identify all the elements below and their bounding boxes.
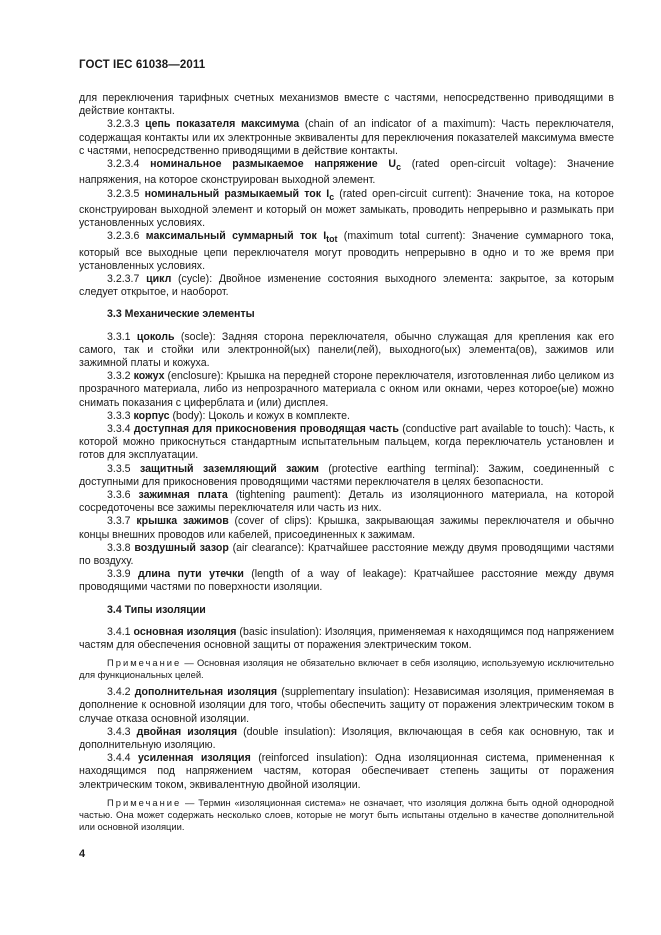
term: номинальный размыкаемый ток $I_c$ [144,187,335,202]
definition-3-2-3-3 [79,118,614,158]
definition-text: (maximum total current): Значение суммарного тока, который все выходные цепи переключателя могут проводить непрерывно в одно и то же время при установленных условиях. [79,230,614,272]
definition-3-2-3-5 [79,188,614,231]
definition-text: (rated open-circuit current): Значение тока, на которое сконструирован выходной элемент и который он может замыкать, проводить непрерывно и размыкать при установленных условиях. [79,187,614,230]
definition-text: (air clearance): Кратчайшее расстояние между двумя проводящими частями по воздуху. [79,541,614,568]
definition-text: (chain of an indicator of a maximum): Часть переключателя, содержащая контакты или их электронные эквиваленты для переключения показателей максимума вместе с частями, непосредственно приводящими в действие контакты. [79,118,614,157]
term: крышка зажимов [136,515,229,528]
definition-3-3-6 [79,489,614,515]
clause-number: 3.4.1 [107,625,131,638]
definition-text: (double insulation): Изоляция, включающая в себя как основную, так и дополнительную изоляцию. [79,725,614,752]
definition-3-3-3 [79,410,614,423]
document-body [79,92,614,838]
term: цикл [146,272,172,285]
definition-3-4-1 [79,626,614,652]
definition-text: (rated open-circuit voltage): Значение напряжения, на которое сконструирован выходной элемент. [79,158,614,187]
term: дополнительная изоляция [134,686,278,699]
section-heading-3-4: 3.4 Типы изоляции [107,603,206,616]
definition-text: (reinforced insulation): Одна изоляционная система, примененная к находящимся под напряжением частям, которая обеспечивает степень защиты от поражения электрическим током, эквивалентную двойной изоляции. [79,752,614,791]
definition-3-3-2 [79,370,614,410]
note-label: Примечание [107,796,182,808]
definition-text: (basic insulation): Изоляция, применяемая к находящимся под напряжением частям для обеспечения основной защиты от поражения электрическим током. [79,625,614,652]
term: усиленная изоляция [138,752,251,765]
definition-3-3-7 [79,515,614,541]
clause-number: 3.2.3.7 [107,272,140,285]
term: зажимная плата [138,489,228,502]
definition-3-4-2 [79,686,614,726]
page-number: 4 [79,848,86,860]
note [79,657,614,681]
clause-number: 3.2.3.6 [107,230,140,243]
term: номинальное размыкаемое напряжение $U_c$ [150,158,401,173]
term: корпус [133,409,170,422]
clause-number: 3.3.1 [107,330,131,343]
definition-text: (cover of clips): Крышка, закрывающая зажимы переключателя и обычно концы внешних проводов или кабелей, присоединенных к зажимам. [79,515,614,541]
clause-number: 3.4.4 [107,752,131,765]
definition-3-3-9 [79,568,614,594]
clause-number: 3.3.4 [107,423,131,435]
term: воздушный зазор [134,541,229,554]
note-text: — Термин «изоляционная система» не означает, что изоляция должна быть одной однородной частью. Она может содержать несколько слоев, которые не могут быть испытаны отдельно в качестве дополнительной или основной изоляции. [79,796,614,832]
clause-number: 3.3.9 [107,568,131,581]
clause-number: 3.4.2 [107,686,131,699]
definition-text: (supplementary insulation): Независимая изоляция, применяемая в дополнение к основной изоляции для того, чтобы обеспечить защиту от поражения электрическим током в случае отказа основной изоляции. [79,686,614,725]
section-heading-3-3: 3.3 Механические элементы [107,308,255,321]
document-header: ГОСТ IEC 61038—2011 [79,59,206,71]
clause-number: 3.3.6 [107,489,131,502]
term: максимальный суммарный ток $I_{tot}$ [145,230,338,245]
definition-3-2-3-6 [79,230,614,273]
definition-text: (protective earthing terminal): Зажим, соединенный с доступными для прикосновения проводящими частями переключателя в целях безопасности. [79,462,614,488]
clause-number: 3.2.3.3 [107,118,140,131]
term: защитный заземляющий зажим [139,462,319,475]
term: двойная изоляция [136,725,238,738]
term: кожух [133,370,165,383]
clause-number: 3.3.2 [107,370,131,383]
definition-text: (tightening paument): Деталь из изоляционного материала, на которой сосредоточены все зажимы переключателя или часть из них. [79,489,614,515]
note [79,797,614,833]
clause-number: 3.2.3.4 [107,158,140,171]
clause-number: 3.2.3.5 [107,187,140,200]
clause-number: 3.3.8 [107,541,131,554]
definition-3-4-4 [79,752,614,792]
definition-text: (body): Цоколь и кожух в комплекте. [169,409,350,422]
term-subscript: tot [326,234,338,245]
definition-text: (enclosure): Крышка на передней стороне переключателя, изготовленная либо целиком из прозрачного материала, либо из непрозрачного материала с окном или окнами, через которое(ые) можно снимать показания с циферблата и (или) дисплея. [79,370,614,409]
term: длина пути утечки [137,568,244,581]
term: основная изоляция [133,625,237,638]
paragraph-continuation: для переключения тарифных счетных механизмов вместе с частями, непосредственно приводящими в действие контакты. [79,92,614,118]
term: доступная для прикосновения проводящая часть [133,423,399,435]
definition-3-3-4 [79,423,614,463]
term-subscript: c [329,191,335,202]
clause-number: 3.3.3 [107,409,131,422]
definition-3-4-3 [79,726,614,752]
note-label: Примечание [107,657,182,669]
definition-text: (length of a way of leakage): Кратчайшее расстояние между двумя проводящими частями по поверхности изоляции. [79,568,614,594]
definition-3-3-1 [79,331,614,371]
term-subscript: c [396,162,401,173]
definition-3-3-5 [79,463,614,489]
definition-text: (conductive part available to touch): Часть, к которой можно прикоснуться стандартным испытательным пальцем, когда переключатель установлен и готов для эксплуатации. [79,423,614,462]
term: цепь показателя максимума [145,118,300,131]
clause-number: 3.4.3 [107,725,131,738]
definition-3-2-3-4 [79,158,614,188]
note-text: — Основная изоляция не обязательно включает в себя изоляцию, используемую исключительно для функциональных целей. [79,657,614,681]
clause-number: 3.3.5 [107,462,131,475]
definition-text: (socle): Задняя сторона переключателя, обычно служащая для крепления как его самого, так и стойки или электронной(ых) панели(лей), выходного(ых) элемента(ов), зажимов или зажимной платы и кожуха. [79,330,614,369]
definition-text: (cycle): Двойное изменение состояния выходного элемента: закрытое, за которым следует открытое, и наоборот. [79,272,614,299]
term: цоколь [136,330,175,343]
definition-3-2-3-7 [79,273,614,299]
clause-number: 3.3.7 [107,515,131,528]
definition-3-3-8 [79,542,614,568]
